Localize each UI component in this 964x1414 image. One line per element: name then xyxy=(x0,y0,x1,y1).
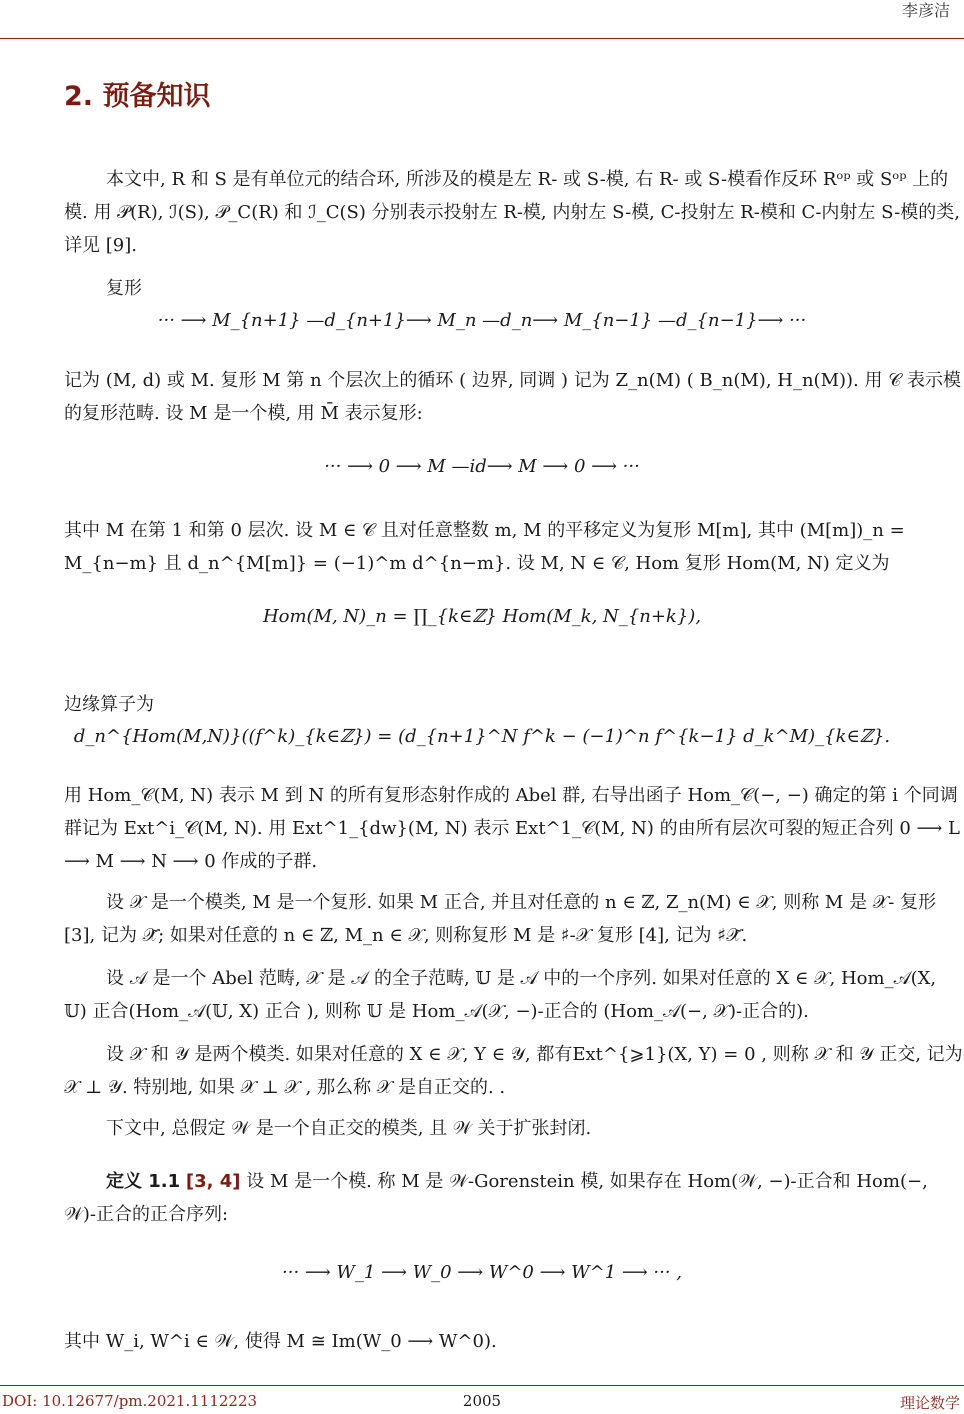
paragraph-8 xyxy=(64,962,964,1028)
paragraph-10-text: 下文中, 总假定 𝒲 是一个自正交的模类, 且 𝒲 关于扩张封闭. xyxy=(106,1118,592,1139)
paragraph-5 xyxy=(64,688,964,721)
paragraph-3-text: 记为 (M, d) 或 M. 复形 M 第 n 个层次上的循环 ( 边界, 同调 ) 记为 Z_n(M) ( B_n(M), H_n(M)). 用 𝒞 表示模的复形范畴. 设 M 是一个模, 用 M̄ 表示复形: xyxy=(64,370,962,424)
paragraph-1 xyxy=(64,163,964,262)
paragraph-6 xyxy=(64,779,964,878)
paragraph-9 xyxy=(64,1038,964,1104)
paragraph-6-text: 用 Hom_𝒞(M, N) 表示 M 到 N 的所有复形态射作成的 Abel 群, 右导出函子 Hom_𝒞(−, −) 确定的第 i 个同调群记为 Ext^i_𝒞(M, N). 用 Ext^1_{dw}(M, N) 表示 Ext^1_𝒞(M, N) 的由所有层次可裂的短正合列 0 ⟶ L ⟶ M ⟶ N ⟶ 0 作成的子群. xyxy=(64,785,960,872)
paragraph-11 xyxy=(64,1325,964,1358)
equation-boundary-operator: d_n^{Hom(M,N)}((f^k)_{k∈ℤ}) = (d_{n+1}^N f^k − (−1)^n f^{k−1} d_k^M)_{k∈ℤ}. xyxy=(73,726,891,747)
running-header-author: 李彦洁 xyxy=(901,1,950,20)
definition-1-1 xyxy=(64,1165,964,1231)
footer-rule xyxy=(0,1385,964,1386)
paragraph-11-text: 其中 W_i, W^i ∈ 𝒲, 使得 M ≅ Im(W_0 ⟶ W^0). xyxy=(64,1331,497,1352)
definition-citation[interactable]: [3, 4] xyxy=(185,1171,241,1192)
equation-hom-complex: Hom(M, N)_n = ∏_{k∈ℤ} Hom(M_k, N_{n+k}), xyxy=(262,606,702,627)
paragraph-9-text: 设 𝒳 和 𝒴 是两个模类. 如果对任意的 X ∈ 𝒳, Y ∈ 𝒴, 都有Ext^{⩾1}(X, Y) = 0 , 则称 𝒳 和 𝒴 正交, 记为𝒳 ⊥ 𝒴. 特别地, 如果 𝒳 ⊥ 𝒳 , 那么称 𝒳 是自正交的. . xyxy=(64,1044,963,1098)
equation-complex: ··· ⟶ M_{n+1} —d_{n+1}⟶ M_n —d_n⟶ M_{n−1} —d_{n−1}⟶ ··· xyxy=(157,310,807,331)
paragraph-10 xyxy=(64,1112,964,1145)
paragraph-5-text: 边缘算子为 xyxy=(64,694,154,715)
footer-page-number: 2005 xyxy=(462,1392,502,1410)
paragraph-1-text: 本文中, R 和 S 是有单位元的结合环, 所涉及的模是左 R- 或 S-模, 右 R- 或 S-模看作反环 Rᵒᵖ 或 Sᵒᵖ 上的模. 用 𝒫(R), ℐ(S), 𝒫_C(R) 和 ℐ_C(S) 分别表示投射左 R-模, 内射左 S-模, C-投射左 R-模和 C-内射左 S-模的类, 详见 [9]. xyxy=(64,169,960,256)
paragraph-4 xyxy=(64,514,964,580)
paragraph-2-text: 复形 xyxy=(106,278,142,299)
equation-stalk-complex: ··· ⟶ 0 ⟶ M —id⟶ M ⟶ 0 ⟶ ··· xyxy=(324,456,640,477)
paragraph-7-text: 设 𝒳 是一个模类, M 是一个复形. 如果 M 正合, 并且对任意的 n ∈ ℤ, Z_n(M) ∈ 𝒳, 则称 M 是 𝒳- 复形 [3], 记为 𝒳̃; 如果对任意的 n ∈ ℤ, M_n ∈ 𝒳, 则称复形 M 是 ♯-𝒳 复形 [4], 记为 ♯𝒳̃. xyxy=(64,892,937,946)
footer-doi-link[interactable]: DOI: 10.12677/pm.2021.1112223 xyxy=(2,1392,258,1410)
definition-text: 设 M 是一个模. 称 M 是 𝒲-Gorenstein 模, 如果存在 Hom(𝒲, −)-正合和 Hom(−, 𝒲)-正合的正合序列: xyxy=(64,1171,928,1225)
paragraph-4-text: 其中 M 在第 1 和第 0 层次. 设 M ∈ 𝒞 且对任意整数 m, M 的平移定义为复形 M[m], 其中 (M[m])_n = M_{n−m} 且 d_n^{M[m]} = (−1)^m d^{n−m}. 设 M, N ∈ 𝒞, Hom 复形 Hom(M, N) 定义为 xyxy=(64,520,905,574)
paragraph-3 xyxy=(64,364,964,430)
section-title: 2. 预备知识 xyxy=(64,81,211,112)
paragraph-7 xyxy=(64,886,964,952)
paragraph-8-text: 设 𝒜 是一个 Abel 范畴, 𝒳 是 𝒜 的全子范畴, 𝕌 是 𝒜 中的一个序列. 如果对任意的 X ∈ 𝒳, Hom_𝒜(X, 𝕌) 正合(Hom_𝒜(𝕌, X) 正合 ), 则称 𝕌 是 Hom_𝒜(𝒳, −)-正合的 (Hom_𝒜(−, 𝒳)-正合的). xyxy=(64,968,937,1022)
footer-journal-name: 理论数学 xyxy=(899,1394,960,1412)
paragraph-2 xyxy=(64,272,964,305)
header-rule xyxy=(0,38,964,39)
definition-label: 定义 1.1 xyxy=(106,1171,181,1192)
equation-w-resolution: ··· ⟶ W_1 ⟶ W_0 ⟶ W^0 ⟶ W^1 ⟶ ··· , xyxy=(282,1262,682,1283)
